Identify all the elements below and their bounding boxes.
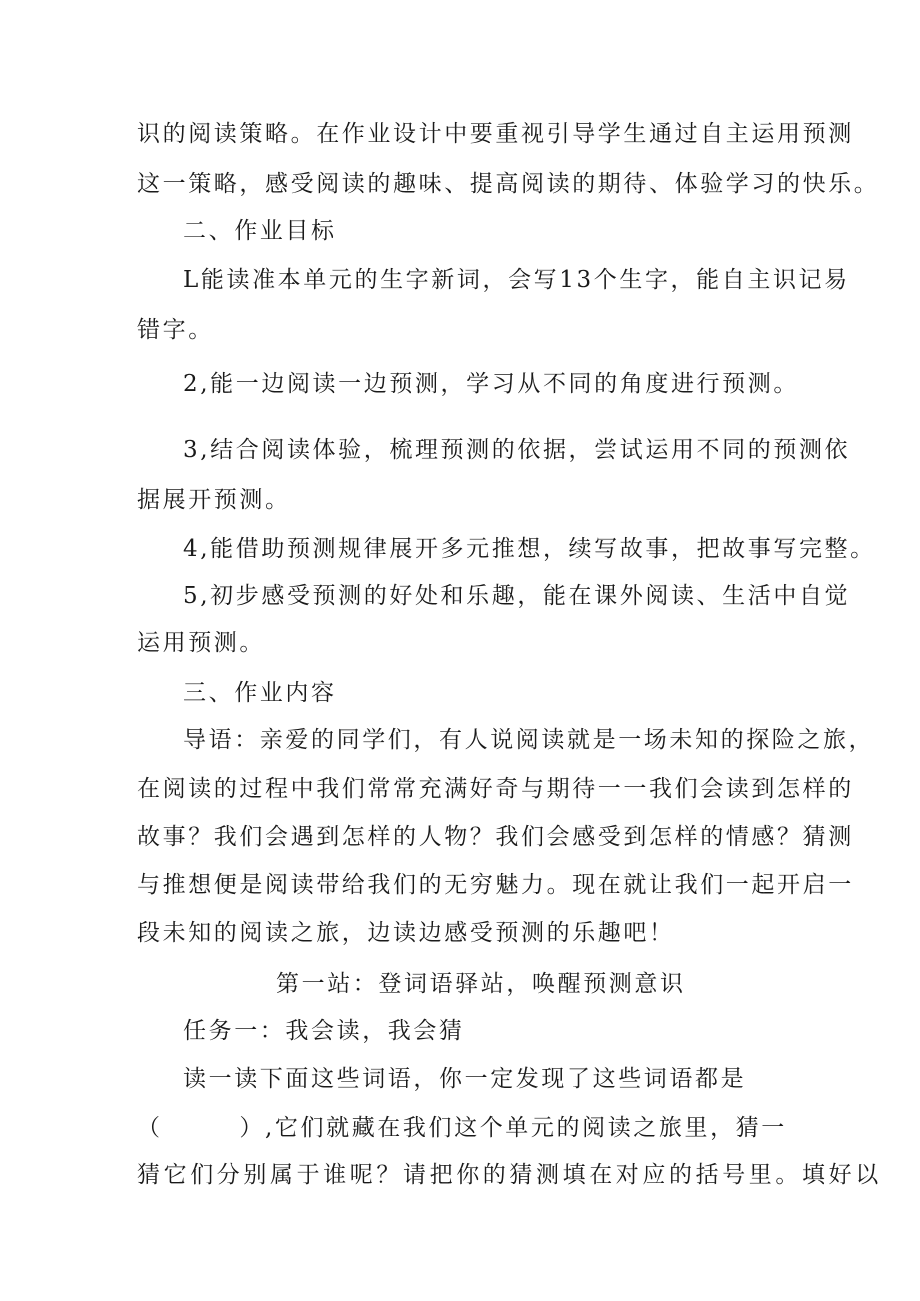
paragraph-line: 猜它们分别属于谁呢？请把你的猜测填在对应的括号里。填好以 <box>137 1162 882 1188</box>
station-heading: 第一站：登词语驿站，唤醒预测意识 <box>276 971 686 997</box>
paragraph-line: 错字。 <box>137 317 214 343</box>
goal-item-2: 2,能一边阅读一边预测，学习从不同的角度进行预测。 <box>183 371 799 397</box>
section-heading: 三、作业内容 <box>183 680 337 706</box>
paragraph-line: 与推想便是阅读带给我们的无穷魅力。现在就让我们一起开启一 <box>137 872 854 898</box>
goal-item-4: 4,能借助预测规律展开多元推想，续写故事，把故事写完整。 <box>183 536 876 562</box>
paragraph-line: 在阅读的过程中我们常常充满好奇与期待一一我们会读到怎样的 <box>137 776 854 802</box>
paragraph-line: 段未知的阅读之旅，边读边感受预测的乐趣吧！ <box>137 920 675 946</box>
section-heading: 二、作业目标 <box>183 218 337 244</box>
paragraph-line: 故事？我们会遇到怎样的人物？我们会感受到怎样的情感？猜测 <box>137 824 854 850</box>
paragraph-line: 识的阅读策略。在作业设计中要重视引导学生通过自主运用预测 <box>137 121 854 147</box>
goal-item-1: L能读准本单元的生字新词，会写13个生字，能自主识记易 <box>183 267 850 293</box>
paragraph-line: 这一策略，感受阅读的趣味、提高阅读的期待、体验学习的快乐。 <box>137 171 880 197</box>
paragraph-line: 运用预测。 <box>137 630 265 656</box>
task-paragraph: 读一读下面这些词语，你一定发现了这些词语都是 <box>183 1066 747 1092</box>
task-heading: 任务一：我会读，我会猜 <box>183 1018 465 1044</box>
paragraph-line: 据展开预测。 <box>137 487 291 513</box>
goal-item-3: 3,结合阅读体验，梳理预测的依据，尝试运用不同的预测依 <box>183 437 851 463</box>
goal-item-5: 5,初步感受预测的好处和乐趣，能在课外阅读、生活中自觉 <box>183 583 851 609</box>
intro-paragraph: 导语：亲爱的同学们，有人说阅读就是一场未知的探险之旅， <box>183 727 875 753</box>
paragraph-line: （ ）,它们就藏在我们这个单元的阅读之旅里，猜一 <box>137 1115 787 1141</box>
